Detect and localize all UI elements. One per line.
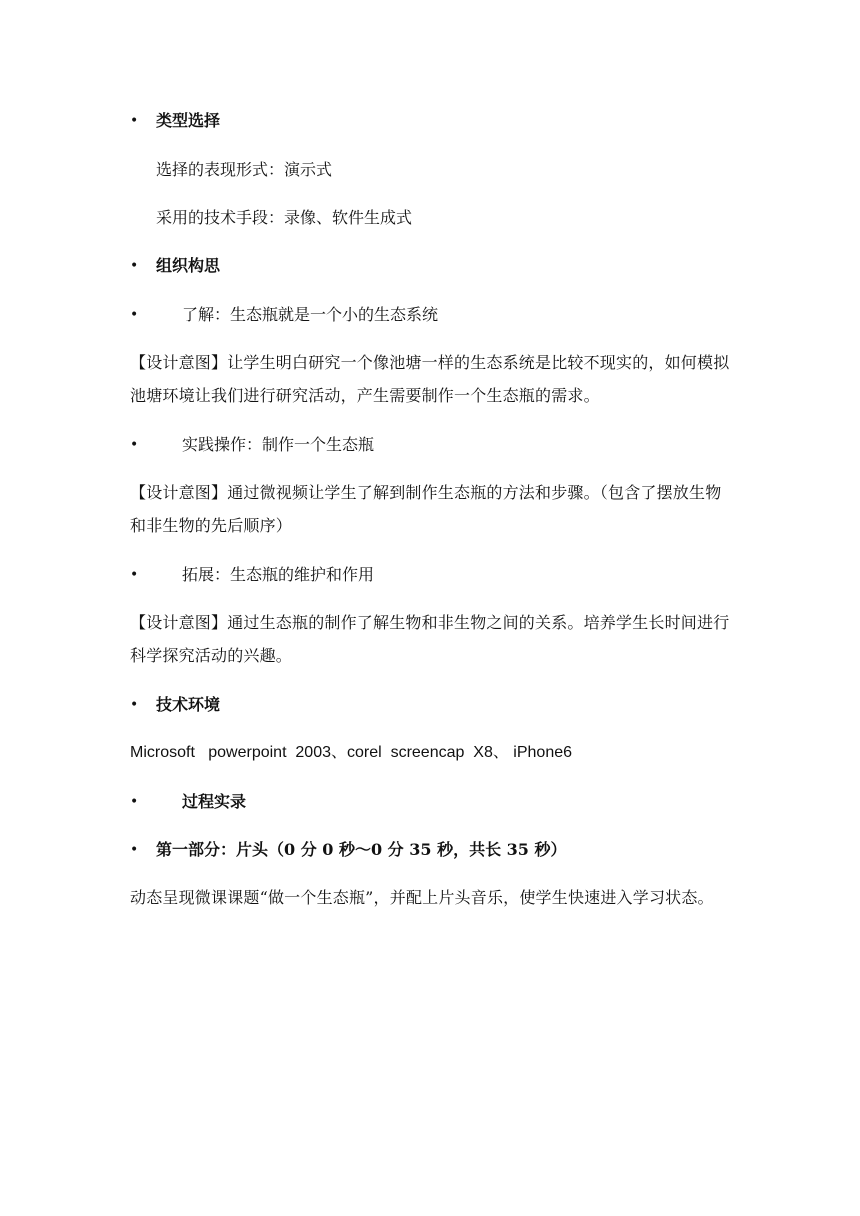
list-item-practice: 实践操作：制作一个生态瓶 (182, 435, 375, 454)
design-intent-paragraph-3: 【设计意图】通过生态瓶的制作了解生物和非生物之间的关系。培养学生长时间进行科学探究活动的兴趣。 (130, 613, 730, 665)
list-item-extension: 拓展：生态瓶的维护和作用 (182, 565, 375, 584)
bullet-marker: • (130, 794, 139, 810)
technical-means-line: 采用的技术手段：录像、软件生成式 (156, 208, 413, 227)
section-heading-organization: 组织构思 (156, 256, 221, 275)
section-heading-tech-environment: 技术环境 (156, 695, 221, 714)
bullet-marker: • (130, 258, 139, 274)
bullet-marker: • (130, 307, 139, 323)
bullet-marker: • (130, 567, 139, 583)
design-intent-paragraph-1: 【设计意图】让学生明白研究一个像池塘一样的生态系统是比较不现实的，如何模拟池塘环境让我们进行研究活动，产生需要制作一个生态瓶的需求。 (130, 353, 730, 405)
bullet-marker: • (130, 842, 139, 858)
design-intent-paragraph-2: 【设计意图】通过微视频让学生了解到制作生态瓶的方法和步骤。（包含了摆放生物和非生物的先后顺序） (130, 483, 722, 535)
list-item-understand: 了解：生态瓶就是一个小的生态系统 (182, 305, 439, 324)
bullet-marker: • (130, 113, 139, 129)
bullet-marker: • (130, 697, 139, 713)
section-heading-type-select: 类型选择 (156, 111, 221, 130)
bullet-marker: • (130, 437, 139, 453)
software-list-line: Microsoft powerpoint 2003、corel screencap X8、 iPhone6 (130, 744, 573, 761)
section-heading-process-record: 过程实录 (182, 792, 247, 811)
section-heading-part-one: 第一部分：片头（0 分 0 秒～0 分 35 秒，共长 35 秒） (156, 840, 567, 859)
presentation-form-line: 选择的表现形式：演示式 (156, 160, 333, 179)
part-one-description: 动态呈现微课课题“做一个生态瓶”，并配上片头音乐，使学生快速进入学习状态。 (130, 888, 714, 907)
